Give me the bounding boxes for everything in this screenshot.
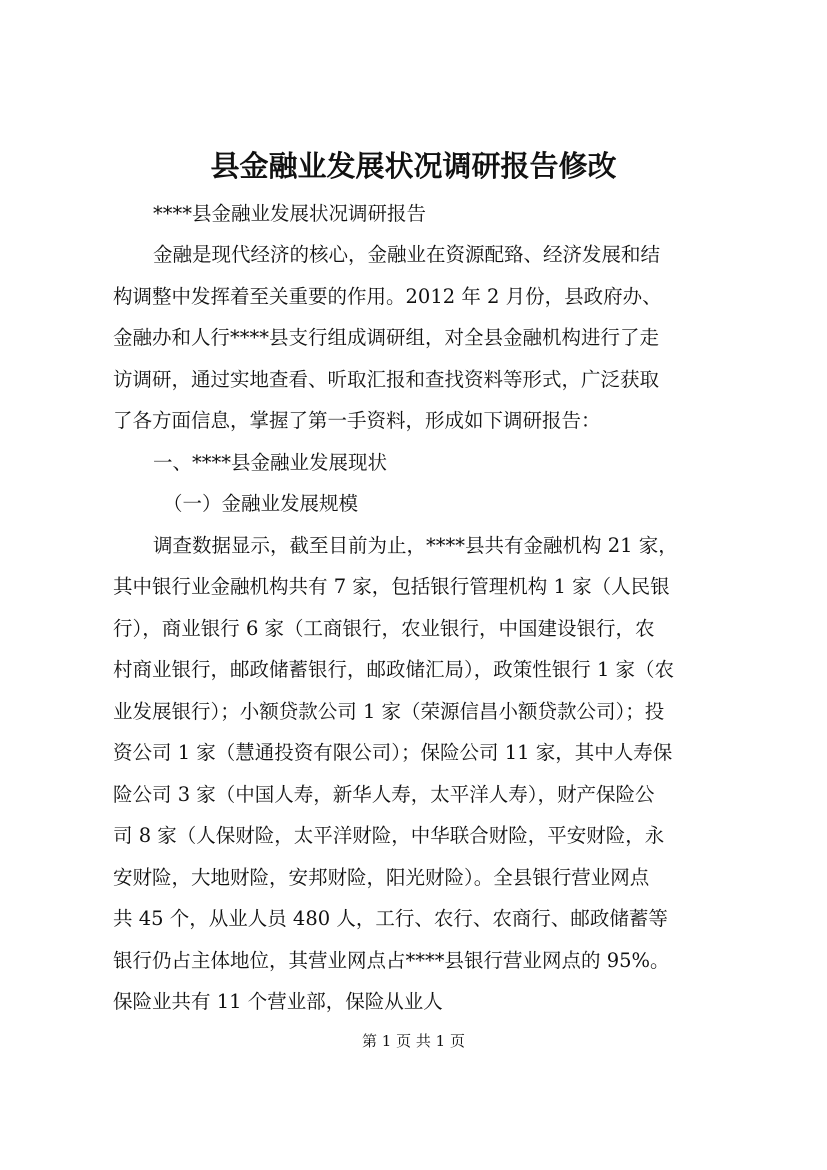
subtitle: ****县金融业发展状况调研报告: [153, 202, 427, 225]
section-heading: 一、****县金融业发展现状: [153, 451, 388, 474]
paragraph-line: 村商业银行，邮政储蓄银行，邮政储汇局），政策性银行 1 家（农: [113, 658, 675, 681]
paragraph-line: 银行仍占主体地位，其营业网点占****县银行营业网点的 95%。: [113, 949, 670, 972]
paragraph-line: 险公司 3 家（中国人寿，新华人寿，太平洋人寿），财产保险公: [113, 783, 655, 806]
paragraph-line: 安财险，大地财险，安邦财险，阳光财险）。全县银行营业网点: [113, 866, 650, 889]
paragraph-line: 共 45 个，从业人员 480 人，工行、农行、农商行、邮政储蓄等: [113, 907, 668, 930]
paragraph-line: 行），商业银行 6 家（工商银行，农业银行，中国建设银行，农: [113, 617, 655, 640]
paragraph-line: 访调研，通过实地查看、听取汇报和查找资料等形式，广泛获取: [113, 368, 660, 391]
subsection-heading: （一）金融业发展规模: [163, 492, 359, 515]
paragraph-line: 金融办和人行****县支行组成调研组，对全县金融机构进行了走: [113, 326, 660, 349]
paragraph-line: 保险业共有 11 个营业部，保险从业人: [113, 990, 443, 1013]
paragraph-line: 资公司 1 家（慧通投资有限公司）；保险公司 11 家，其中人寿保: [113, 741, 673, 764]
paragraph-line: 业发展银行）；小额贷款公司 1 家（荣源信昌小额贷款公司）；投: [113, 700, 665, 723]
paragraph-line: 构调整中发挥着至关重要的作用。2012 年 2 月份，县政府办、: [113, 285, 662, 308]
paragraph-line: 了各方面信息，掌握了第一手资料，形成如下调研报告：: [113, 409, 601, 432]
page-footer: 第 1 页 共 1 页: [362, 1032, 465, 1050]
paragraph-line: 其中银行业金融机构共有 7 家，包括银行管理机构 1 家（人民银: [113, 575, 670, 598]
document-title: 县金融业发展状况调研报告修改: [210, 149, 617, 183]
paragraph-line: 司 8 家（人保财险，太平洋财险，中华联合财险，平安财险，永: [113, 824, 665, 847]
paragraph-line: 金融是现代经济的核心，金融业在资源配臵、经济发展和结: [153, 243, 661, 266]
paragraph-line: 调查数据显示，截至目前为止，****县共有金融机构 21 家，: [153, 534, 678, 557]
